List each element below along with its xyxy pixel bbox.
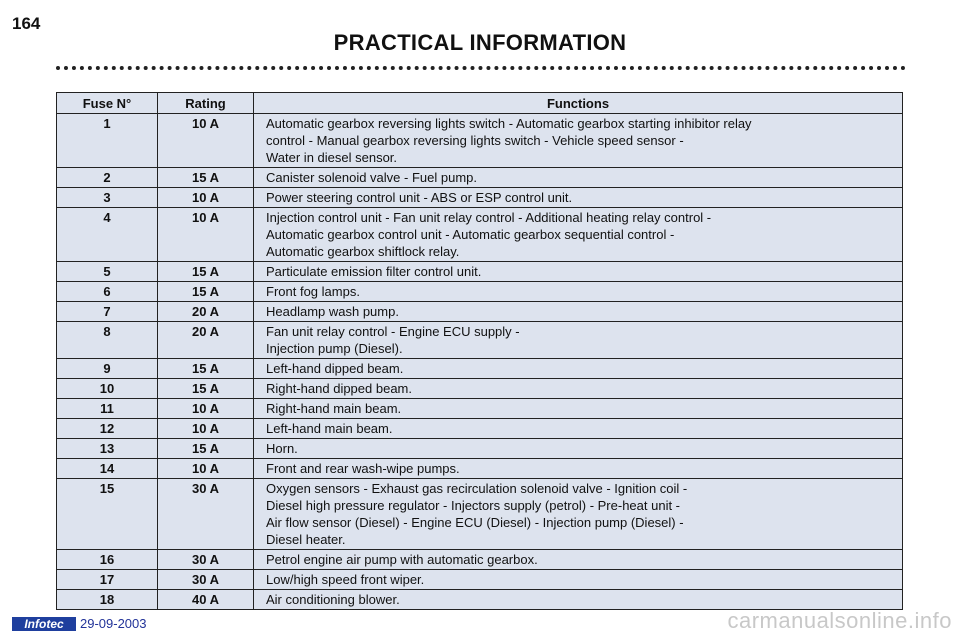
function-line: Automatic gearbox shiftlock relay. — [266, 244, 460, 259]
table-row — [57, 188, 903, 208]
table-header-row — [57, 93, 903, 114]
fuse-rating-cell: 15 A — [158, 359, 254, 379]
fuse-rating-cell: 20 A — [158, 322, 254, 359]
function-line: Automatic gearbox control unit - Automatic gearbox sequential control - — [266, 227, 675, 242]
function-line: Diesel heater. — [266, 532, 346, 547]
page-number: 164 — [12, 14, 41, 33]
fuse-functions-cell — [254, 208, 903, 262]
function-line: Horn. — [266, 441, 298, 456]
fuse-number-cell: 1 — [57, 114, 158, 168]
fuse-functions-cell — [254, 550, 903, 570]
fuse-number-cell: 10 — [57, 379, 158, 399]
function-line: Front and rear wash-wipe pumps. — [266, 461, 460, 476]
header-fuse-number: Fuse N° — [57, 93, 158, 114]
fuse-number-cell: 7 — [57, 302, 158, 322]
fuse-number-cell: 18 — [57, 590, 158, 610]
fuse-functions-cell — [254, 590, 903, 610]
function-line: Injection pump (Diesel). — [266, 341, 403, 356]
fuse-rating-cell: 10 A — [158, 188, 254, 208]
function-line: Front fog lamps. — [266, 284, 360, 299]
function-line: Air conditioning blower. — [266, 592, 400, 607]
function-line: Oxygen sensors - Exhaust gas recirculation solenoid valve - Ignition coil - — [266, 481, 688, 496]
fuse-number-cell: 16 — [57, 550, 158, 570]
fuse-functions-cell — [254, 322, 903, 359]
function-line: Headlamp wash pump. — [266, 304, 399, 319]
fuse-number-cell: 6 — [57, 282, 158, 302]
header-functions: Functions — [254, 93, 903, 114]
function-line: Water in diesel sensor. — [266, 150, 398, 165]
fuse-functions-cell — [254, 262, 903, 282]
function-line: Power steering control unit - ABS or ESP control unit. — [266, 190, 573, 205]
fuse-rating-cell: 10 A — [158, 399, 254, 419]
page-title: PRACTICAL INFORMATION — [333, 30, 627, 55]
fuse-rating-cell: 15 A — [158, 168, 254, 188]
fuse-number-cell: 8 — [57, 322, 158, 359]
fuse-number-cell: 17 — [57, 570, 158, 590]
function-line: Fan unit relay control - Engine ECU supply - — [266, 324, 520, 339]
fuse-functions-cell — [254, 359, 903, 379]
function-line: Automatic gearbox reversing lights switch - Automatic gearbox starting inhibitor relay — [266, 116, 752, 131]
fuse-functions-cell — [254, 114, 903, 168]
fuse-functions-cell — [254, 282, 903, 302]
fuse-rating-cell: 10 A — [158, 419, 254, 439]
fuse-functions-cell — [254, 419, 903, 439]
fuse-rating-cell: 10 A — [158, 114, 254, 168]
function-line: Injection control unit - Fan unit relay control - Additional heating relay control - — [266, 210, 712, 225]
fuse-number-cell: 13 — [57, 439, 158, 459]
table-row — [57, 479, 903, 550]
table-row — [57, 322, 903, 359]
fuse-number-cell: 3 — [57, 188, 158, 208]
watermark: carmanualsonline.info — [727, 608, 952, 633]
fuse-rating-cell: 15 A — [158, 282, 254, 302]
header-rating: Rating — [158, 93, 254, 114]
table-row — [57, 419, 903, 439]
fuse-number-cell: 11 — [57, 399, 158, 419]
fuse-number-cell: 4 — [57, 208, 158, 262]
table-row — [57, 302, 903, 322]
table-row — [57, 262, 903, 282]
infotec-logo: Infotec — [12, 617, 76, 631]
fuse-functions-cell — [254, 168, 903, 188]
function-line: Right-hand dipped beam. — [266, 381, 412, 396]
table-row — [57, 208, 903, 262]
table-row — [57, 550, 903, 570]
table-row — [57, 379, 903, 399]
table-row — [57, 590, 903, 610]
function-line: Canister solenoid valve - Fuel pump. — [266, 170, 477, 185]
fuse-functions-cell — [254, 302, 903, 322]
function-line: Diesel high pressure regulator - Injectors supply (petrol) - Pre-heat unit - — [266, 498, 681, 513]
fuse-number-cell: 9 — [57, 359, 158, 379]
fuse-rating-cell: 30 A — [158, 570, 254, 590]
fuse-rating-cell: 10 A — [158, 208, 254, 262]
fuse-functions-cell — [254, 459, 903, 479]
fuse-number-cell: 15 — [57, 479, 158, 550]
function-line: Air flow sensor (Diesel) - Engine ECU (Diesel) - Injection pump (Diesel) - — [266, 515, 684, 530]
function-line: Particulate emission filter control unit. — [266, 264, 482, 279]
fuse-table — [56, 92, 903, 610]
fuse-rating-cell: 15 A — [158, 439, 254, 459]
fuse-rating-cell: 30 A — [158, 479, 254, 550]
table-row — [57, 114, 903, 168]
fuse-functions-cell — [254, 570, 903, 590]
function-line: Petrol engine air pump with automatic gearbox. — [266, 552, 538, 567]
fuse-functions-cell — [254, 379, 903, 399]
fuse-number-cell: 5 — [57, 262, 158, 282]
footer-date: 29-09-2003 — [80, 616, 147, 631]
fuse-rating-cell: 40 A — [158, 590, 254, 610]
fuse-number-cell: 12 — [57, 419, 158, 439]
fuse-number-cell: 2 — [57, 168, 158, 188]
fuse-functions-cell — [254, 188, 903, 208]
function-line: Left-hand dipped beam. — [266, 361, 404, 376]
table-row — [57, 282, 903, 302]
fuse-functions-cell — [254, 399, 903, 419]
fuse-rating-cell: 15 A — [158, 379, 254, 399]
table-row — [57, 439, 903, 459]
fuse-rating-cell: 10 A — [158, 459, 254, 479]
fuse-functions-cell — [254, 479, 903, 550]
function-line: control - Manual gearbox reversing lights switch - Vehicle speed sensor - — [266, 133, 684, 148]
function-line: Left-hand main beam. — [266, 421, 393, 436]
fuse-table-body — [57, 114, 903, 610]
fuse-functions-cell — [254, 439, 903, 459]
table-row — [57, 459, 903, 479]
dotted-divider — [56, 66, 906, 70]
table-row — [57, 359, 903, 379]
fuse-rating-cell: 30 A — [158, 550, 254, 570]
fuse-rating-cell: 15 A — [158, 262, 254, 282]
function-line: Low/high speed front wiper. — [266, 572, 425, 587]
function-line: Right-hand main beam. — [266, 401, 402, 416]
table-row — [57, 399, 903, 419]
table-row — [57, 570, 903, 590]
fuse-rating-cell: 20 A — [158, 302, 254, 322]
table-row — [57, 168, 903, 188]
fuse-number-cell: 14 — [57, 459, 158, 479]
